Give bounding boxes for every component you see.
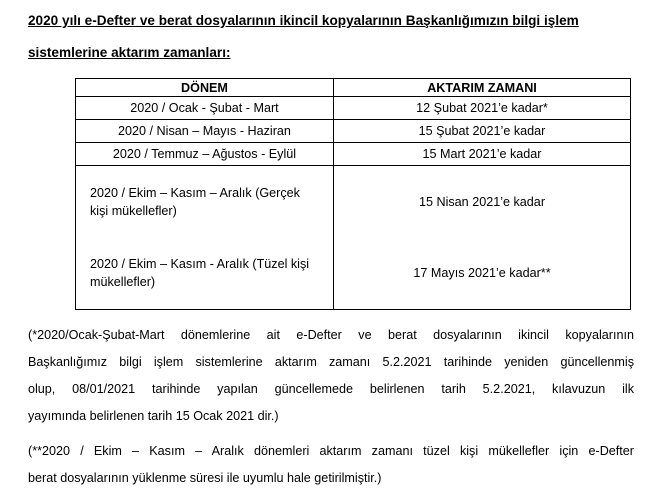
table-header-row xyxy=(76,79,631,97)
note1-line3: olup, 08/01/2021 tarihinde yapılan güncellemede belirlenen tarih 5.2.2021, kılavuzun ilk xyxy=(28,382,634,396)
transfer-time-q4-legal-entities: 17 Mayıs 2021’e kadar** xyxy=(413,266,551,280)
note1-line4: yayımında belirlenen tarih 15 Ocak 2021 dir.) xyxy=(28,409,279,423)
note1-line1: (*2020/Ocak-Şubat-Mart dönemlerine ait e-Defter ve berat dosyalarının ikincil kopyalarının xyxy=(28,328,634,342)
heading-line-1: 2020 yılı e-Defter ve berat dosyalarının ikincil kopyalarının Başkanlığımızın bilgi işlem xyxy=(28,13,579,28)
period-q4-real-line1: 2020 / Ekim – Kasım – Aralık (Gerçek xyxy=(90,186,300,200)
period-cell-q4 xyxy=(76,166,334,310)
transfer-time-cell: 12 Şubat 2021’e kadar* xyxy=(334,97,631,120)
period-q4-legal-line1: 2020 / Ekim – Kasım - Aralık (Tüzel kişi xyxy=(90,257,310,271)
table-row xyxy=(76,97,631,120)
transfer-time-cell: 15 Şubat 2021’e kadar xyxy=(334,120,631,143)
period-q4-legal-entities xyxy=(76,238,333,309)
period-q4-legal-line2: mükellefler) xyxy=(90,275,156,289)
transfer-time-q4-real-persons: 15 Nisan 2021’e kadar xyxy=(418,195,546,209)
period-q4-real-line2: kişi mükellefler) xyxy=(90,204,177,218)
period-cell: 2020 / Temmuz – Ağustos - Eylül xyxy=(76,143,334,166)
transfer-schedule-table xyxy=(75,78,631,310)
period-q4-real-persons xyxy=(76,167,333,238)
period-cell: 2020 / Nisan – Mayıs - Haziran xyxy=(76,120,334,143)
heading-line-2: sistemlerine aktarım zamanları: xyxy=(28,45,231,60)
note2-line1: (**2020 / Ekim – Kasım – Aralık dönemleri aktarım zamanı tüzel kişi mükellefler için e-Defter xyxy=(28,444,634,458)
transfer-time-cell-q4 xyxy=(334,166,631,310)
table-row xyxy=(76,120,631,143)
column-header-period: DÖNEM xyxy=(76,79,334,97)
period-cell: 2020 / Ocak - Şubat - Mart xyxy=(76,97,334,120)
note1-line2: Başkanlığımız bilgi işlem sistemlerine aktarım zamanı 5.2.2021 tarihinde yeniden güncellenmiş xyxy=(28,355,634,369)
table-row xyxy=(76,143,631,166)
column-header-transfer-time: AKTARIM ZAMANI xyxy=(334,79,631,97)
table-row-q4 xyxy=(76,166,631,310)
transfer-time-cell: 15 Mart 2021’e kadar xyxy=(334,143,631,166)
note2-line2: berat dosyalarının yüklenme süresi ile uyumlu hale getirilmiştir.) xyxy=(28,471,382,485)
